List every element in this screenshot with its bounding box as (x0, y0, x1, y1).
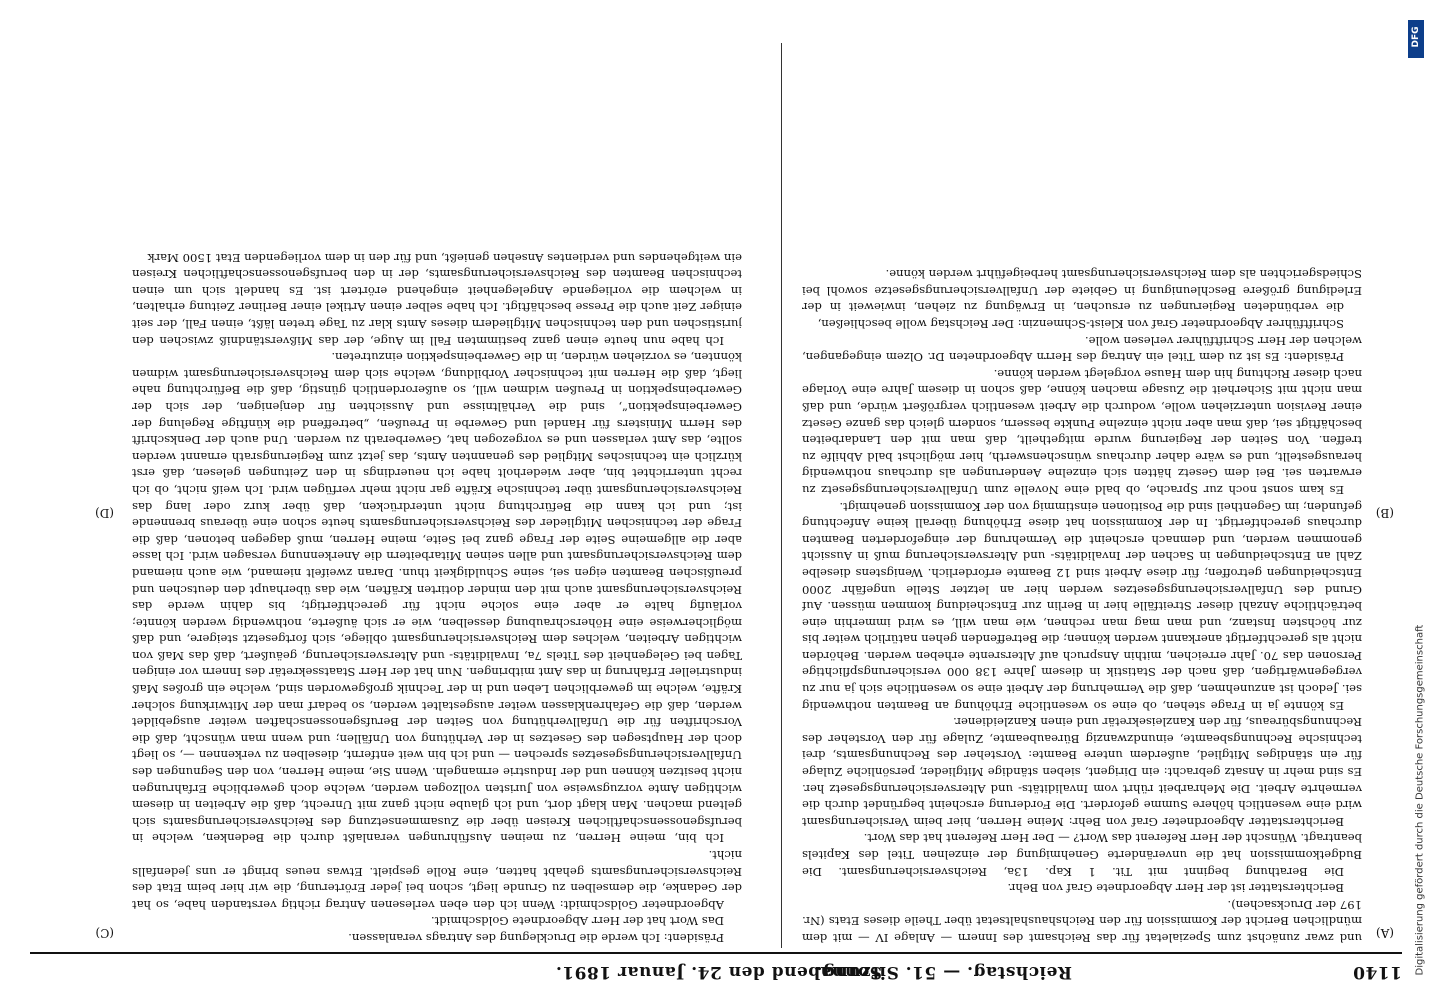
paragraph: die verbündeten Regierungen zu ersuchen, in Erwägung zu ziehen, inwieweit in der Erledigung größere Beschleunigung in Gebiete der Unfallversicherungsgesetze sowohl bei Schiedsgerichten als dem Reichsversicherungsamt herbeigeführt werden könne. (802, 267, 1362, 315)
paragraph: Es könnte ja in Frage stehen, ob eine so wesentliche Erhöhung an Beamten nothwendig sei. Jedoch ist anzunehmen, daß die Vermehrung der Arbeit eine so wesentliche sich ja nur zu vergegenwärtigen, daß nach der Statistik in diesem Jahre 138 000 versicherungspflichtige Personen das 70. Jahr erreichen, mithin Anspruch auf Altersrente erheben werden. Behörden nicht als gerechtfertigt anerkannt werden können; die Betreffenden gehen natürlich weiter bis zur höchsten Instanz, und man mag man rechnen, wie man will, es wird immerhin eine beträchtliche Anzahl dieser Streitfälle hier in Berlin zur Entscheidung kommen müssen. Auf Grund des Unfallversicherungsgesetzes werden hier an letzter Stelle ungefähr 2000 Entscheidungen getroffen; für diese Arbeit sind 12 Beamte erforderlich. Wenigstens dieselbe Zahl an Entscheidungen in Sachen der Invaliditäts- und Altersversicherung muß in Aussicht genommen werden, und demnach erscheint die Vermehrung der eingeforderten Beamten durchaus gerechtfertigt. In der Kommission hat diese Erhöhung überall keine Anfechtung gefunden; im Gegentheil sind die Positionen einstimmig von der Kommission genehmigt. (802, 499, 1362, 713)
margin-letter-c: (C) (95, 926, 114, 940)
digitization-credit (1410, 20, 1424, 980)
paragraph: Das Wort hat der Herr Abgeordnete Goldschmidt. (430, 914, 724, 929)
margin-letter-b: (B) (1375, 506, 1394, 520)
column-divider (781, 43, 782, 948)
right-column (132, 46, 742, 946)
paragraph: Präsident: Es ist zu dem Titel ein Antrag des Herrn Abgeordneten Dr. Olzem eingegangen, welchen der Herr Schriftführer verlesen wolle. (802, 333, 1362, 365)
header-date: Sonnabend den 24. Januar 1891. (555, 962, 882, 982)
margin-letter-a: (A) (1375, 926, 1394, 940)
header-session: Reichstag. — 51. Sitzung. (816, 962, 1072, 982)
paragraph: Berichterstatter Abgeordneter Graf von Behr: Meine Herren, hier beim Versicherungsamt wird eine wesentlich höhere Summe gefordert. Die Forderung erscheint begründet durch die vermehrte Arbeit. Die Mehrarbeit rührt vom Invaliditäts- und Altersversicherungsgesetz her. Es sind mehr in Ansatz gebracht: ein Dirigent, sieben ständige Mitglieder, persönliche Zulage für ein ständiges Mitglied, außerdem untere Beamte: Vorsteher des Rechnungsamts, drei technische Rechnungsbeamte, einundzwanzig Büreaubeamte, Zulage für den Vorsteher des Rechnungsbüreaus, für den Kanzleisekretär und einen Kanzleidiener. (802, 715, 1362, 829)
paragraph: Schriftführer Abgeordneter Graf von Kleist-Schmenzin: Der Reichstag wolle beschließen, (817, 317, 1344, 332)
left-column (802, 46, 1362, 946)
paragraph: Es kam sonst noch zur Sprache, ob bald eine Novelle zum Unfallversicherungsgesetz zu erwarten sei. Bei dem Gesetz hätten sich einzelne Aenderungen als durchaus nothwendig herausgestellt, und es wäre daher durchaus wünschenswerth, hier möglichst bald Abhilfe zu treffen. Von Seiten der Regierung wurde mitgetheilt, daß man mit den Landarbeiten beschäftigt sei, daß man aber nicht einzelne Punkte bessern, sondern gleich das ganze Gesetz einer Revision unterziehen wolle, wodurch die Arbeit wesentlich vergrößert würde, und daß man nicht mit Sicherheit die Zusage machen könne, daß schon in diesem Jahre eine Vorlage nach dieser Richtung hin dem Hause vorgelegt werden könne. (802, 366, 1362, 497)
page-number: 1140 (1352, 962, 1402, 982)
paragraph: Die Berathung beginnt mit Tit. 1 Kap. 13a, Reichsversicherungsamt. Die Budgetkommission hat die unveränderte Genehmigung der einzelnen Titel des Kapitels beantragt. Wünscht der Herr Referent das Wort? — Der Herr Referent hat das Wort. (802, 831, 1362, 879)
dfg-logo-text: DFG (1411, 26, 1421, 48)
paragraph: Abgeordneter Goldschmidt: Wenn ich den eben verlesenen Antrag richtig verstanden habe, so hat der Gedanke, die demselben zu Grunde liegt, schon bei jeder Erörterung, die wir hier beim Etat des Reichsversicherungsamts gehabt hatten, eine Rolle gespielt. Etwas neues bringt er uns jedenfalls nicht. (132, 848, 742, 912)
paragraph: Berichterstatter ist der Herr Abgeordnete Graf von Behr. (1007, 881, 1344, 896)
margin-letter-d: (D) (95, 506, 114, 520)
page-header (30, 956, 1402, 982)
paragraph: Ich bin, meine Herren, zu meinen Ausführungen veranlaßt durch die Bedenken, welche in berufsgenossenschaftlichen Kreisen über die Zusammensetzung des Reichsversicherungsamts sich geltend machen. Man klagt dort, und ich glaube nicht ganz mit Unrecht, daß die Arbeiten in diesem wichtigen Amte vorzugsweise von Juristen vollzogen werden, welche doch gewerbliche Erfahrungen nicht besitzen können und der Industrie ermangeln. Wenn Sie, meine Herren, von den Segnungen des Unfallversicherungsgesetzes sprechen — und ich bin weit entfernt, dieselben zu verkennen —, so liegt doch der Hauptsegen des Gesetzes in der Verhütung von Unfällen; und wenn man wünscht, daß die Vorschriften für die Unfallverhütung von Seiten der Berufsgenossenschaften weiter ausgebildet werden, daß die Gefahrenklassen weiter ausgestaltet werden, so bedarf man der Mitwirkung solcher Kräfte, welche im gewerblichen Leben und in der Technik großgeworden sind, welche ein großes Maß industrieller Erfahrung in das Amt mitbringen. Nun hat der Herr Staatssekretär des Innern vor einigen Tagen bei Gelegenheit des Titels 7a, Invaliditäts- und Altersversicherung, geäußert, daß das Maß von wichtigen Arbeiten, welches dem Reichsversicherungsamt obliege, sich fortgesetzt steigere, und daß möglicherweise eine Höherschraubung desselben, wie er sich äußerte, nothwendig werden könnte; vorläufig halte er aber eine solche nicht für gerechtfertigt; bis dahin werde das Reichsversicherungsamt auch mit den minder dotirten Kräften, wie das überhaupt den deutschen und preußischen Beamten eigen sei, seine Schuldigkeit thun. Daran zweifelt niemand, wie auch niemand dem Reichsversicherungsamt und allen seinen Mitarbeitern die Anerkennung versagen wird. Ich lasse aber die allgemeine Seite der Frage ganz bei Seite, meine Herren, muß dagegen betonen, daß die Frage der technischen Mitglieder des Reichsversicherungsamts heute schon eine überaus brennende ist; und ich kann die Befürchtung nicht unterdrücken, daß über kurz oder lang das Reichsversicherungsamt über technische Kräfte gar nicht mehr verfügen wird. Ich weiß nicht, ob ich recht unterrichtet bin, aber wiederholt habe ich neuerdings in den Zeitungen gelesen, daß erst kürzlich ein technisches Mitglied des genannten Amts, das jetzt zum Regierungsrath ernannt werden sollte, das Amt verlassen und es vorgezogen hat, Gewerberath zu werden. Und auch der Denkschrift des Herrn Ministers für Handel und Gewerbe in Preußen, „betreffend die künftige Regelung der Gewerbeinspektion“, sind die Verhältnisse und Aussichten für denjenigen, der sich der Gewerbeinspektion in Preußen widmen will, so außerordentlich günstig, daß die Befürchtung nahe liegt, daß die Herren mit technischer Vorbildung, welche sich dem Reichsversicherungsamt widmen könnten, es vorziehen würden, in die Gewerbeinspektion einzutreten. (132, 350, 742, 846)
credit-text: Digitalisierung gefördert durch die Deutsche Forschungsgemeinschaft (1414, 624, 1426, 976)
header-rule (30, 952, 1402, 954)
paragraph: Ich habe nun heute einen ganz bestimmten Fall im Auge, der das Mißverständniß zwischen den juristischen und den technischen Mitgliedern dieses Amts klar zu Tage treten läßt, einen Fall, der seit einiger Zeit auch die Presse beschäftigt. Ich habe selber einen Artikel einer Berliner Zeitung erhalten, in welchem die vorliegende Angelegenheit eingehend erörtert ist. Es handelt sich um einen technischen Beamten des Reichsversicherungsamts, der in den berufsgenossenschaftlichen Kreisen ein weitgehendes und verdientes Ansehen genießt, und für den in dem vorliegenden Etat 1500 Mark (132, 250, 742, 348)
paragraph: Präsident: Ich werde die Drucklegung des Antrags veranlassen. (348, 931, 724, 945)
paragraph: und zwar zunächst zum Spezialetat für das Reichsamt des Innern — Anlage IV — mit dem mündlichen Bericht der Kommission für den Reichshaushaltsetat über Theile dieses Etats (Nr. 197 der Drucksachen). (802, 897, 1362, 945)
